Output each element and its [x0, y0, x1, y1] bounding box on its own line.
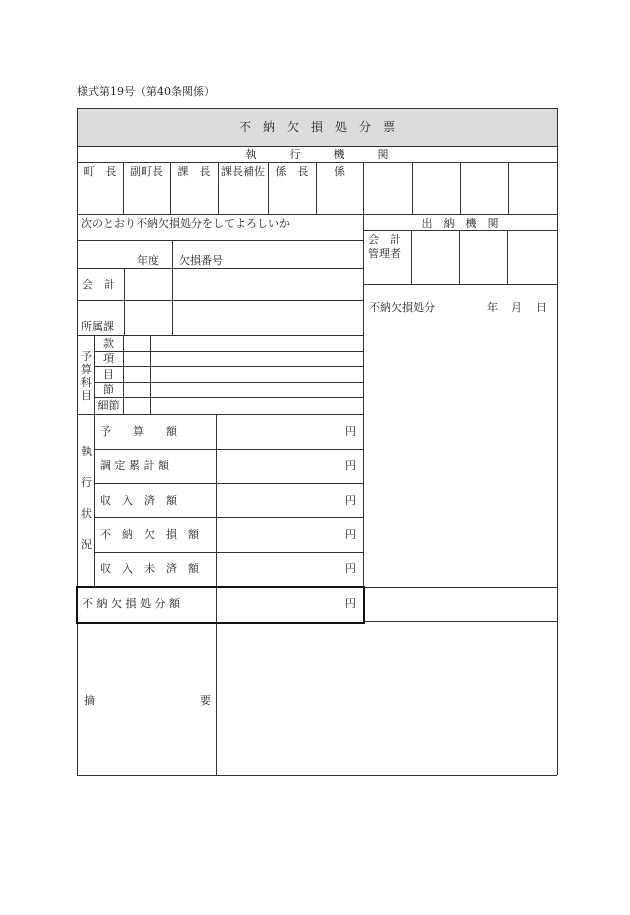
- role-subsection-chief: 係 長: [275, 165, 309, 178]
- status-row-budget: 予 算 額: [100, 425, 177, 438]
- account-label: 会 計: [82, 278, 115, 291]
- disposal-amount-label: 不 納 欠 損 処 分 額: [82, 597, 180, 610]
- role-assistant-chief: 課長補佐: [221, 165, 265, 178]
- budget-item-saisetsu: 細節: [97, 399, 120, 412]
- request-text: 次のとおり不納欠損処分をしてよろしいか: [81, 217, 290, 230]
- status-unit-budget: 円: [345, 425, 356, 438]
- fiscal-year-label: 年度: [137, 254, 159, 267]
- disposal-date-day: 日: [536, 301, 547, 314]
- disposal-date-month: 月: [511, 301, 522, 314]
- disposal-date-label: 不納欠損処分: [369, 301, 435, 314]
- status-row-unreceived: 収 入 未 済 額: [100, 562, 199, 575]
- role-deputy-mayor: 副町長: [130, 165, 163, 178]
- status-unit-deficit: 円: [345, 528, 356, 541]
- department-label: 所属課: [81, 320, 114, 333]
- disposal-date-year: 年: [487, 301, 498, 314]
- status-unit-received: 円: [345, 494, 356, 507]
- status-row-received: 収 入 済 額: [100, 494, 177, 507]
- budget-item-kan: 款: [103, 337, 114, 350]
- status-row-deficit: 不 納 欠 損 額: [100, 528, 199, 541]
- status-unit-unreceived: 円: [345, 562, 356, 575]
- disposal-amount-unit: 円: [345, 597, 356, 610]
- status-row-assessed: 調 定 累 計 額: [100, 459, 169, 472]
- budget-label: 予算科目: [81, 350, 92, 402]
- status-unit-assessed: 円: [345, 459, 356, 472]
- budget-item-setsu: 節: [103, 383, 114, 396]
- executive-header: 執 行 機 関: [245, 148, 389, 161]
- treasury-header: 出 納 機 関: [421, 217, 499, 230]
- role-staff: 係: [334, 165, 345, 178]
- role-section-chief: 課 長: [177, 165, 211, 178]
- budget-item-kou: 項: [103, 352, 114, 365]
- status-label: 執行状況: [81, 445, 92, 551]
- treasury-officer-line2: 管理者: [368, 247, 401, 260]
- budget-item-moku: 目: [103, 368, 114, 381]
- treasury-officer-line1: 会 計: [368, 233, 401, 246]
- summary-label-left: 摘: [84, 694, 95, 707]
- form-title: 不 納 欠 損 処 分 票: [238, 120, 395, 134]
- role-mayor: 町 長: [83, 165, 117, 178]
- form-label: 様式第19号（第40条関係）: [77, 85, 215, 98]
- summary-label-right: 要: [200, 694, 211, 707]
- deficit-number-label: 欠損番号: [179, 254, 223, 267]
